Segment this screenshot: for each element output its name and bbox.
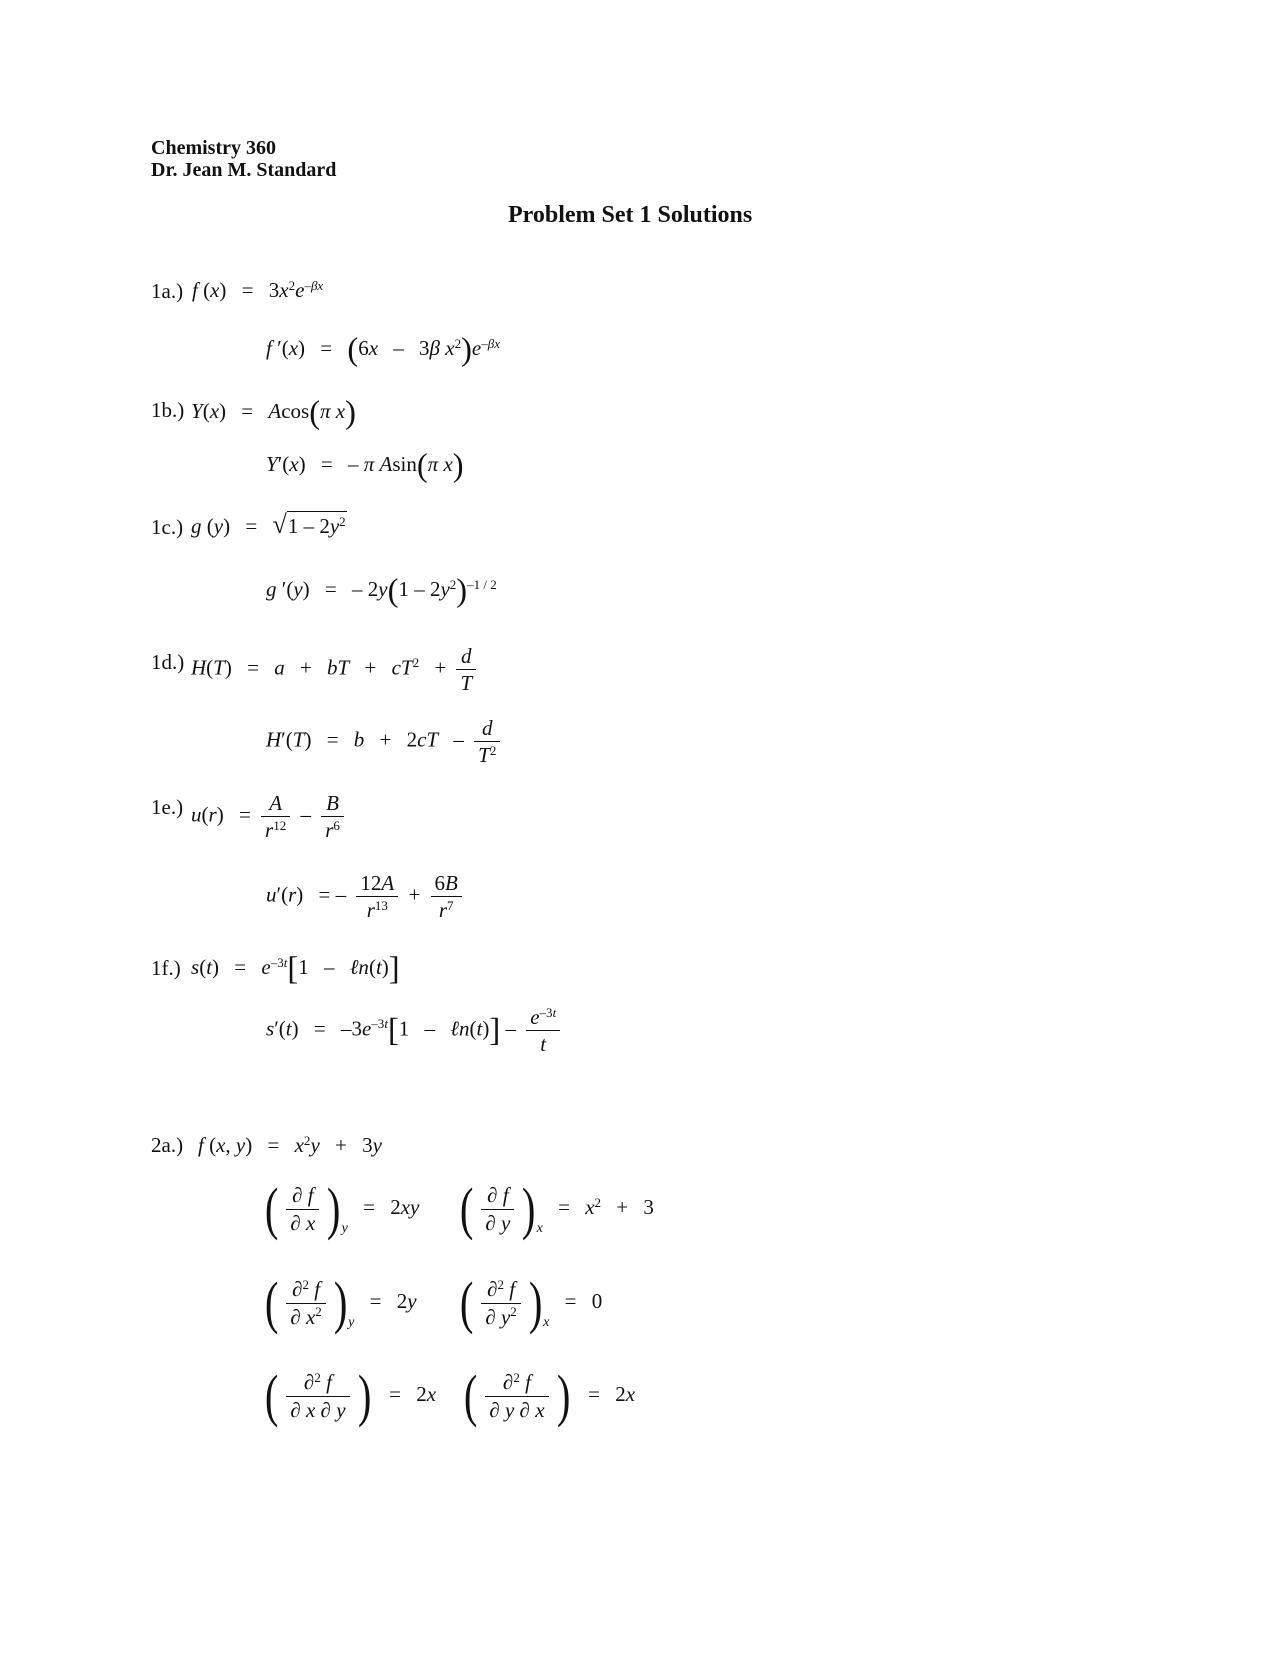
equation-1f-derivative: $s'(t) = -3e^{-3t}[1$ – ℓn(t)] – $\frac{e^{-3t}}{t}$ — [266, 1004, 565, 1057]
equation-1a-function: f $(x) = 3x^2e^{-\beta x}$ — [192, 277, 324, 302]
equation-1e-function: u(r) = $\frac{A}{r^{12}}$ – $\frac{B}{r^6}$ — [191, 790, 349, 843]
equation-1d-derivative: H′(T) = b + 2cT – $\frac{d}{T^2}$ — [266, 715, 505, 768]
equation-1d-function: H(T) = a + bT + $cT^2$ + $\frac{d}{T}$ — [191, 643, 481, 696]
equation-1c-function: g $(y) = √1 - 2y^2$ — [191, 510, 346, 539]
problem-label-1a: 1a.) — [151, 279, 184, 303]
equation-2a-df-dx: ( $\frac{\partial f}{\partial x}$ ) y = 2xy — [264, 1176, 420, 1241]
problem-label-1e: 1e.) — [151, 795, 184, 819]
equation-2a-d2f-dx2: ( $\frac{\partial^2 f}{\partial x^2}$ ) y = 2y — [264, 1270, 417, 1335]
equation-1b-function: Y(x) = Acos(π x) — [191, 395, 356, 431]
equation-1a-derivative: f ′(x) = (6x – 3β $x^2)e^{-\beta x}$ — [266, 332, 501, 368]
equation-1c-derivative: g ′(y) = – $2y(1 - 2y^2)^{-1 / 2}$ — [266, 573, 497, 609]
problem-label-1c: 1c.) — [151, 515, 184, 539]
equation-2a-d2f-dydx: ( $\frac{\partial^2 f}{\partial y \partial x}$ ) = 2x — [463, 1363, 636, 1428]
problem-label-1b: 1b.) — [151, 398, 185, 422]
problem-label-1f: 1f.) — [151, 956, 181, 980]
problem-label-2a: 2a.) — [151, 1133, 184, 1157]
page-title: Problem Set 1 Solutions — [508, 202, 753, 228]
equation-1e-derivative: u′(r) = – $\frac{12A}{r^{13}}$ + $\frac{6B}{r^7}$ — [266, 870, 467, 923]
equation-2a-df-dy: ( $\frac{\partial f}{\partial y}$ ) x = $x^2 + 3$ — [459, 1176, 654, 1241]
equation-2a-d2f-dy2: ( $\frac{\partial^2 f}{\partial y^2}$ ) x = 0 — [459, 1270, 603, 1335]
course-name: Chemistry 360 — [151, 137, 276, 159]
instructor-name: Dr. Jean M. Standard — [151, 159, 337, 181]
equation-1f-function: $s(t) = e^{-3t}[1$ – ℓn(t)] — [191, 951, 400, 987]
equation-1b-derivative: Y′(x) = – π Asin(π x) — [266, 448, 464, 484]
equation-2a-function: f (x, $y) = x^2y + 3y$ — [198, 1132, 382, 1157]
equation-2a-d2f-dxdy: ( $\frac{\partial^2 f}{\partial x \partial y}$ ) = 2x — [264, 1363, 437, 1428]
problem-label-1d: 1d.) — [151, 650, 185, 674]
